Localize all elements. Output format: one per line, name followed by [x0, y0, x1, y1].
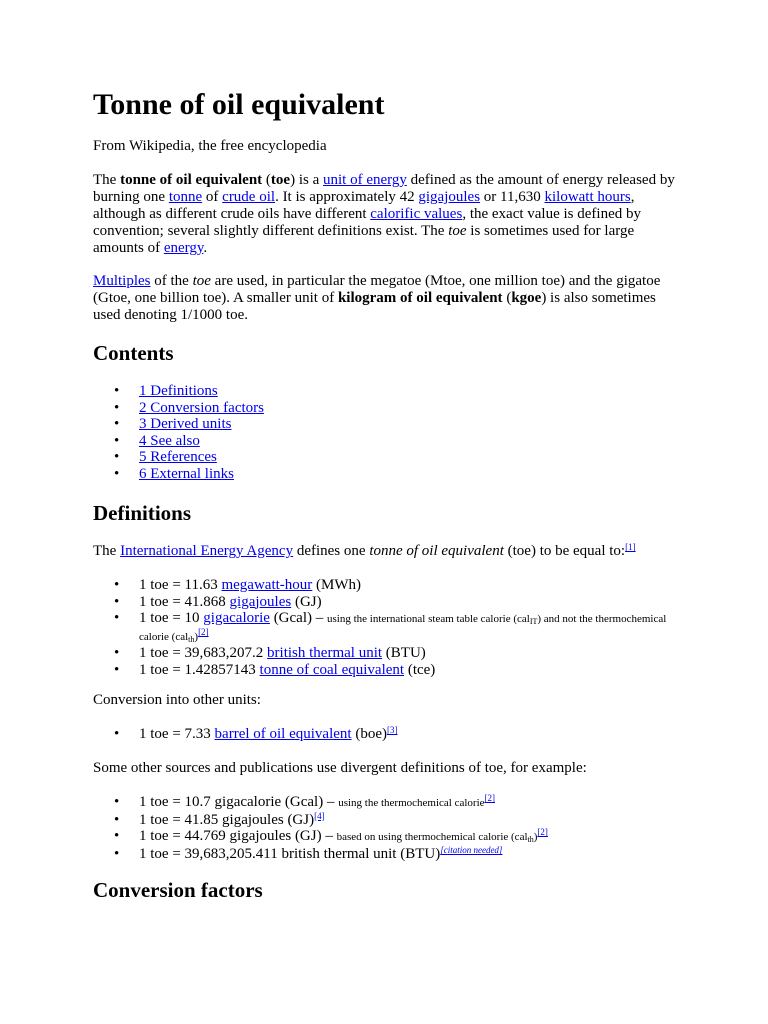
list-item: • 1 toe = 41.85 gigajoules (GJ)[4]: [93, 812, 678, 829]
list-item: • 1 toe = 1.42857143 tonne of coal equivalent (tce): [93, 662, 678, 679]
contents-link-derived-units[interactable]: 3 Derived units: [139, 416, 232, 433]
contents-item: [93, 400, 678, 417]
list-item: • 1 toe = 10.7 gigacalorie (Gcal) – using the thermochemical calorie[2]: [93, 794, 678, 812]
reference-2-link[interactable]: [2]: [537, 827, 548, 838]
list-item: • 1 toe = 11.63 megawatt-hour (MWh): [93, 577, 678, 594]
link-kilowatt-hours[interactable]: kilowatt hours: [544, 189, 631, 205]
contents-item: [93, 449, 678, 466]
link-energy[interactable]: energy: [163, 240, 204, 256]
link-gigajoules[interactable]: gigajoules: [418, 189, 481, 205]
reference-2-link[interactable]: [2]: [484, 793, 496, 803]
link-crude-oil[interactable]: crude oil: [222, 189, 276, 205]
link-british-thermal-unit[interactable]: british thermal unit: [267, 645, 383, 662]
list-item: • 1 toe = 7.33 barrel of oil equivalent (boe)[3]: [93, 726, 678, 743]
link-unit-of-energy[interactable]: unit of energy: [323, 172, 407, 188]
link-multiples[interactable]: Multiples: [93, 273, 151, 289]
definitions-lead: The International Energy Agency defines one tonne of oil equivalent (toe) to be equal to:[1]: [93, 542, 636, 559]
contents-link-conversion-factors[interactable]: 2 Conversion factors: [139, 399, 264, 416]
contents-item: [93, 433, 678, 450]
link-tonne-of-coal-equivalent[interactable]: tonne of coal equivalent: [259, 661, 405, 678]
list-item: • 1 toe = 41.868 gigajoules (GJ): [93, 594, 678, 611]
contents-link-see-also[interactable]: 4 See also: [139, 432, 200, 449]
contents-item: [93, 383, 678, 400]
tagline: From Wikipedia, the free encyclopedia: [93, 138, 327, 154]
list-item: • 1 toe = 39,683,207.2 british thermal unit (BTU): [93, 645, 678, 662]
link-gigajoules-def[interactable]: gigajoules: [229, 593, 292, 610]
link-tonne[interactable]: tonne: [168, 189, 203, 205]
link-international-energy-agency[interactable]: International Energy Agency: [120, 543, 294, 559]
other-definitions-list: [93, 794, 678, 862]
contents-list: [93, 383, 678, 483]
link-barrel-of-oil-equivalent[interactable]: barrel of oil equivalent: [214, 726, 352, 742]
intro-paragraph-1: The tonne of oil equivalent (toe) is a unit of energy defined as the amount of energy released by burning one tonne of crude oil. It is approximately 42 gigajoules or 11,630 kilowatt hours, although as different crude oils have different calorific values, the exact value is defined by convention; several slightly different definitions exist. The toe is sometimes used for large amounts of energy.: [93, 172, 675, 256]
intro-paragraph-2: Multiples of the toe are used, in particular the megatoe (Mtoe, one million toe) and the gigatoe (Gtoe, one billion toe). A smaller unit of kilogram of oil equivalent (kgoe) is also sometimes used denoting 1/1000 toe.: [93, 273, 661, 323]
definitions-heading: Definitions: [93, 501, 192, 525]
other-sources-text: Some other sources and publications use divergent definitions of toe, for example:: [93, 760, 587, 776]
reference-2-link[interactable]: [2]: [198, 626, 209, 637]
definitions-list: [93, 577, 678, 679]
link-megawatt-hour[interactable]: megawatt-hour: [221, 577, 313, 593]
link-calorific-values[interactable]: calorific values: [370, 206, 463, 222]
conversion-list: [93, 726, 678, 743]
list-item: • 1 toe = 39,683,205.411 british thermal unit (BTU)[citation needed]: [93, 846, 678, 863]
list-item: • 1 toe = 44.769 gigajoules (GJ) – based on using thermochemical calorie (cal$_{th}$)[2]: [93, 828, 678, 846]
list-item: • 1 toe = 10 gigacalorie (Gcal) – using the international steam table calorie (cal$_{IT}$) and not the thermochemical calorie (cal$_{th}$)[2]: [93, 610, 678, 645]
contents-link-definitions[interactable]: 1 Definitions: [139, 383, 218, 399]
reference-3-link[interactable]: [3]: [386, 725, 398, 735]
contents-item: [93, 416, 678, 433]
contents-item: [93, 466, 678, 483]
page-title: Tonne of oil equivalent: [93, 88, 385, 121]
reference-1-link[interactable]: [1]: [625, 542, 636, 552]
conversion-factors-heading: Conversion factors: [93, 878, 263, 902]
conversion-label: Conversion into other units:: [93, 692, 261, 708]
contents-link-references[interactable]: 5 References: [139, 449, 217, 466]
citation-needed-link[interactable]: [citation needed]: [440, 844, 503, 855]
contents-link-external-links[interactable]: 6 External links: [139, 465, 234, 482]
link-gigacalorie[interactable]: gigacalorie: [203, 610, 270, 627]
contents-heading: Contents: [93, 341, 174, 365]
reference-4-link[interactable]: [4]: [314, 810, 325, 821]
